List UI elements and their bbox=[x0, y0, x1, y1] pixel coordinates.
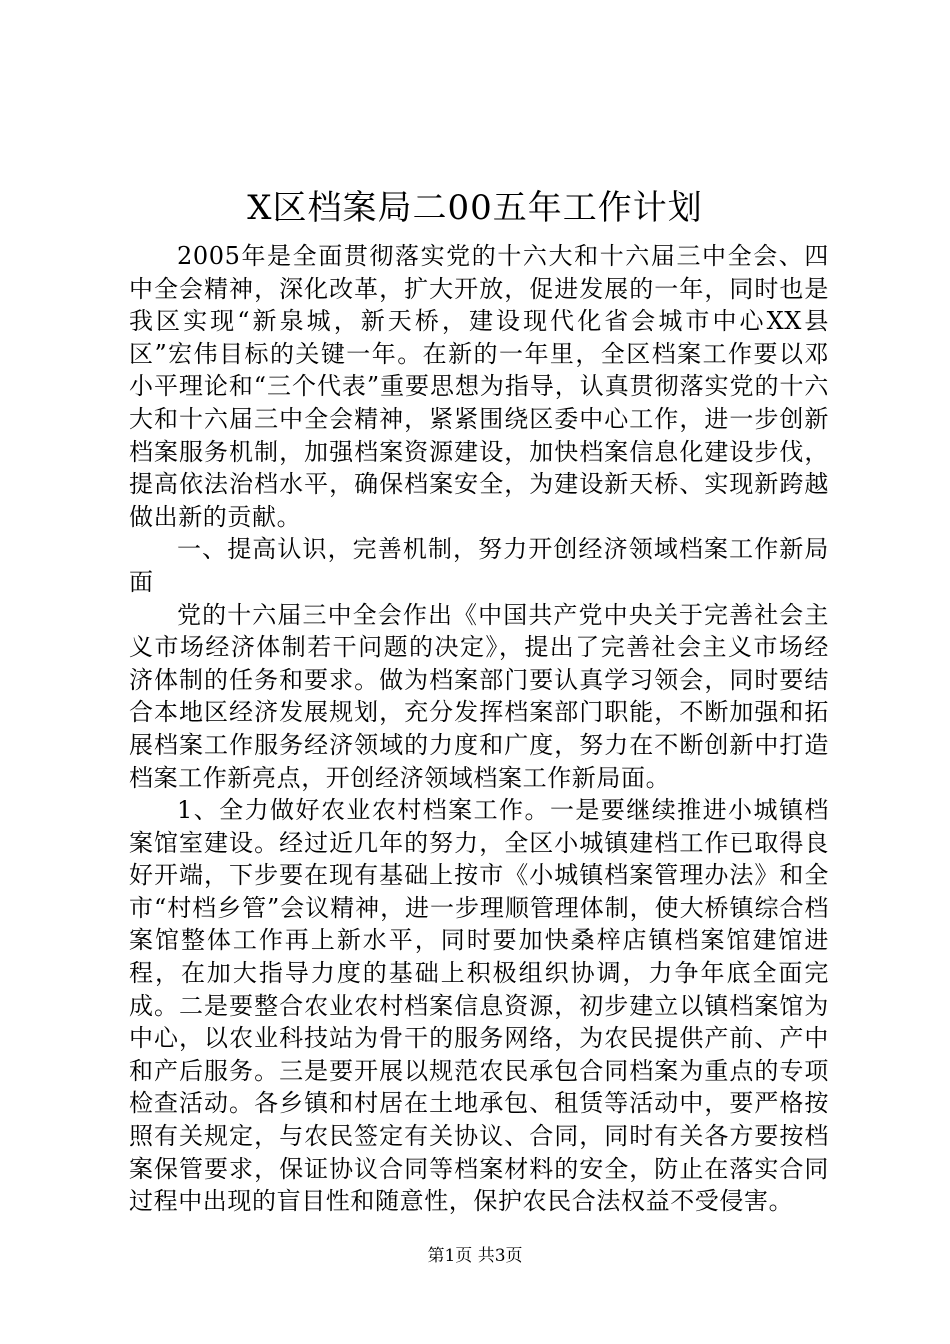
section-heading: 一、提高认识，完善机制，努力开创经济领域档案工作新局面 bbox=[129, 535, 829, 596]
page-number-footer: 第1页 共3页 bbox=[427, 1246, 523, 1266]
document-title: X区档案局二00五年工作计划 bbox=[247, 188, 703, 228]
document-body bbox=[129, 240, 829, 1218]
intro-paragraph: 2005年是全面贯彻落实党的十六大和十六届三中全会、四中全会精神，深化改革，扩大开放，促进发展的一年，同时也是我区实现“新泉城，新天桥，建设现代化省会城市中心XX县区”宏伟目标的关键一年。在新的一年里，全区档案工作要以邓小平理论和“三个代表”重要思想为指导，认真贯彻落实党的十六大和十六届三中全会精神，紧紧围绕区委中心工作，进一步创新档案服务机制，加强档案资源建设，加快档案信息化建设步伐，提高依法治档水平，确保档案安全，为建设新天桥、实现新跨越做出新的贡献。 bbox=[129, 242, 829, 531]
body-paragraph: 党的十六届三中全会作出《中国共产党中央关于完善社会主义市场经济体制若干问题的决定》，提出了完善社会主义市场经济体制的任务和要求。做为档案部门要认真学习领会，同时要结合本地区经济发展规划，充分发挥档案部门职能，不断加强和拓展档案工作服务经济领域的力度和广度，努力在不断创新中打造档案工作新亮点，开创经济领域档案工作新局面。 bbox=[129, 600, 829, 792]
body-paragraph: 1、全力做好农业农村档案工作。一是要继续推进小城镇档案馆室建设。经过近几年的努力，全区小城镇建档工作已取得良好开端，下步要在现有基础上按市《小城镇档案管理办法》和全市“村档乡管”会议精神，进一步理顺管理体制，使大桥镇综合档案馆整体工作再上新水平，同时要加快桑梓店镇档案馆建馆进程，在加大指导力度的基础上积极组织协调，力争年底全面完成。二是要整合农业农村档案信息资源，初步建立以镇档案馆为中心，以农业科技站为骨干的服务网络，为农民提供产前、产中和产后服务。三是要开展以规范农民承包合同档案为重点的专项检查活动。各乡镇和村居在土地承包、租赁等活动中，要严格按照有关规定，与农民签定有关协议、合同，同时有关各方要按档案保管要求，保证协议合同等档案材料的安全，防止在落实合同过程中出现的盲目性和随意性，保护农民合法权益不受侵害。 bbox=[129, 796, 829, 1216]
